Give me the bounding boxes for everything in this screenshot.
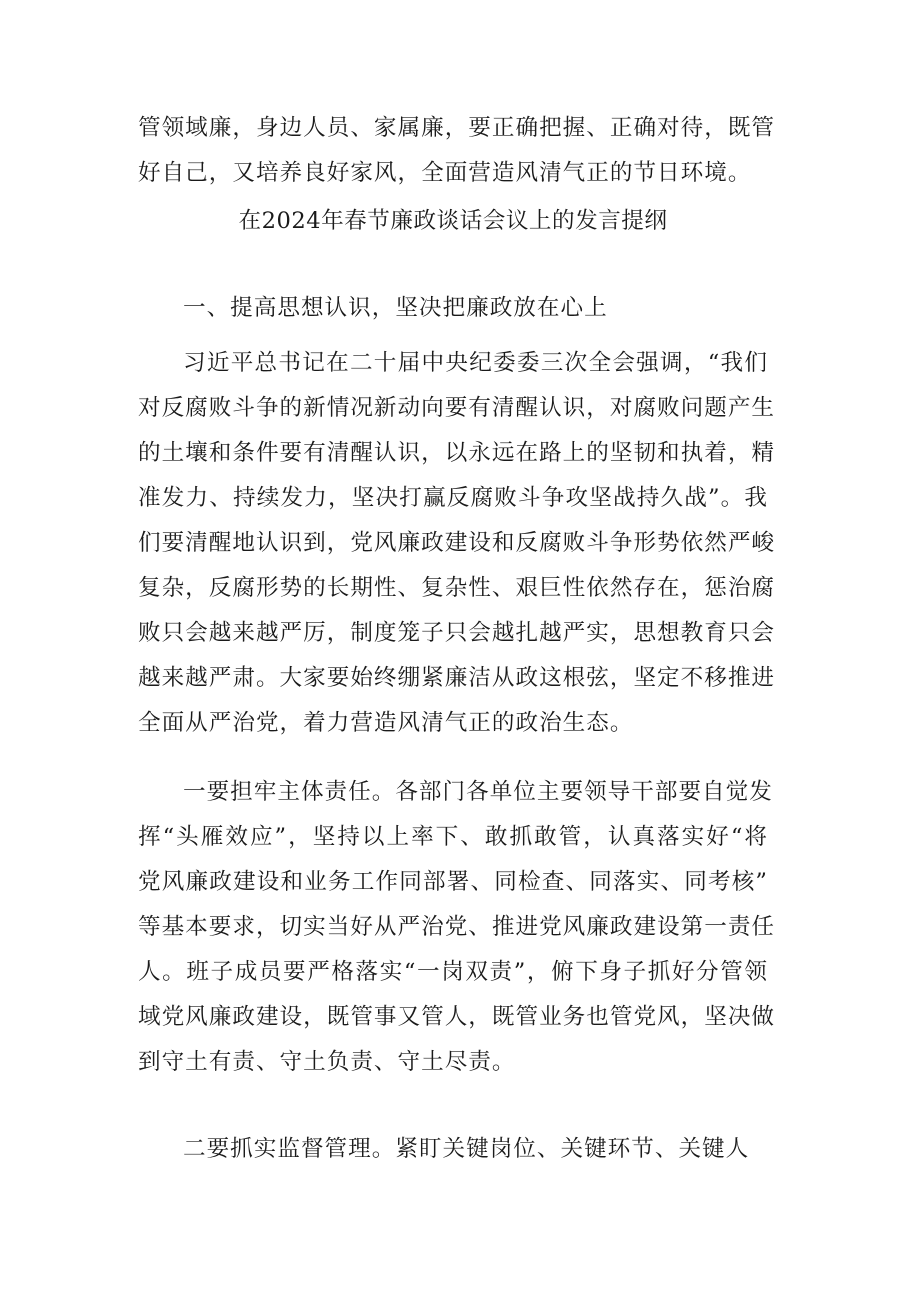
section-heading — [138, 286, 768, 331]
paragraph-line: 域党风廉政建设，既管事又管人，既管业务也管党风，坚决做 — [138, 1004, 776, 1030]
paragraph-line: 党风廉政建设和业务工作同部署、同检查、同落实、同考核” — [138, 869, 768, 895]
paragraph-line: 到守土有责、守土负责、守土尽责。 — [138, 1049, 516, 1075]
paragraph-line: 复杂，反腐形势的长期性、复杂性、艰巨性依然存在，惩治腐 — [138, 575, 776, 601]
paragraph-line: 准发力、持续发力，坚决打赢反腐败斗争攻坚战持久战”。我 — [138, 485, 768, 511]
paragraph-line: 挥“头雁效应”，坚持以上率下、敢抓敢管，认真落实好“将 — [138, 824, 768, 850]
paragraph-1 — [138, 341, 776, 746]
paragraph-line: 二要抓实监督管理。紧盯关键岗位、关键环节、关键人 — [183, 1136, 750, 1162]
paragraph-3 — [138, 1127, 768, 1172]
heading-line: 一、提高思想认识，坚决把廉政放在心上 — [183, 295, 608, 321]
paragraph-line: 的土壤和条件要有清醒认识，以永远在路上的坚韧和执着，精 — [138, 440, 776, 466]
paragraph-line: 一要担牢主体责任。各部门各单位主要领导干部要自觉发 — [183, 779, 773, 805]
paragraph-line: 对反腐败斗争的新情况新动向要有清醒认识，对腐败问题产生 — [138, 395, 776, 421]
document-title: 在2024年春节廉政谈话会议上的发言提纲 — [238, 208, 668, 234]
paragraph-line: 好自己，又培养良好家风，全面营造风清气正的节日环境。 — [138, 160, 752, 186]
paragraph-line: 管领域廉，身边人员、家属廉，要正确把握、正确对待，既管 — [138, 115, 776, 141]
paragraph-line: 们要清醒地认识到，党风廉政建设和反腐败斗争形势依然严峻 — [138, 530, 776, 556]
paragraph-line: 等基本要求，切实当好从严治党、推进党风廉政建设第一责任 — [138, 914, 776, 940]
paragraph-line: 全面从严治党，着力营造风清气正的政治生态。 — [138, 710, 634, 736]
paragraph-line: 越来越严肃。大家要始终绷紧廉洁从政这根弦，坚定不移推进 — [138, 665, 776, 691]
paragraph-line: 败只会越来越严厉，制度笼子只会越扎越严实，思想教育只会 — [138, 620, 776, 646]
paragraph-continuation — [138, 106, 776, 196]
paragraph-2 — [138, 770, 776, 1085]
paragraph-line: 人。班子成员要严格落实“一岗双责”，俯下身子抓好分管领 — [138, 959, 768, 985]
paragraph-line: 习近平总书记在二十届中央纪委委三次全会强调，“我们 — [183, 350, 768, 376]
